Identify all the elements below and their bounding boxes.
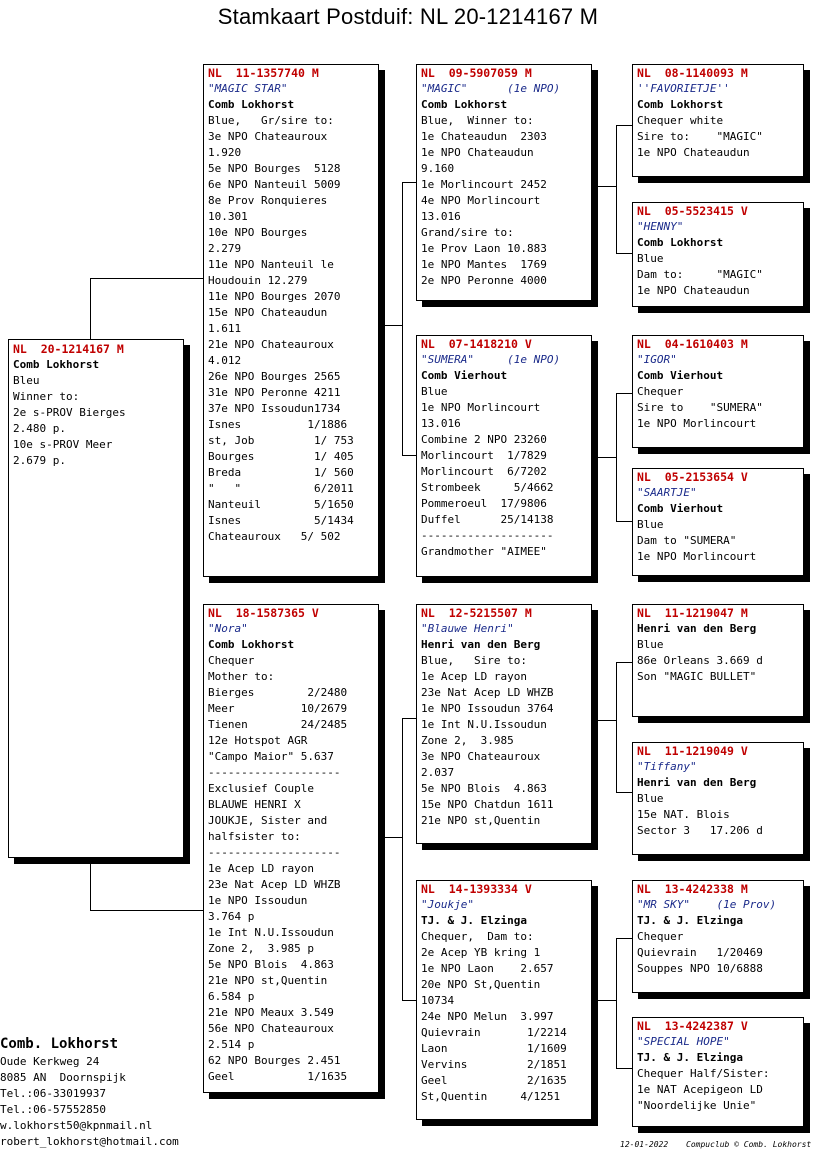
pedigree-card-granddam-paternal <box>416 335 592 577</box>
pigeon-name: "HENNY" <box>637 220 684 233</box>
card-line: 2e NPO Peronne 4000 <box>421 274 547 287</box>
connector-line <box>402 718 403 1000</box>
card-line: 26e NPO Bourges 2565 <box>208 370 341 383</box>
card-line: 15e NPO Chateaudun <box>208 306 328 319</box>
connector-line <box>402 1000 417 1001</box>
card-line: 2.037 <box>421 766 455 779</box>
card-line: Bleu <box>13 374 40 387</box>
connector-line <box>616 253 632 254</box>
card-line: 4.012 <box>208 354 242 367</box>
card-line: 4e NPO Morlincourt <box>421 194 541 207</box>
card-line: 1e NPO Issoudun 3764 <box>421 702 554 715</box>
card-line: BLAUWE HENRI X <box>208 798 301 811</box>
connector-line <box>596 186 616 187</box>
connector-line <box>90 278 204 279</box>
footer-credit: Compuclub © Comb. Lokhorst <box>686 1140 812 1149</box>
card-line: "Campo Maior" 5.637 <box>208 750 334 763</box>
card-line: 21e NPO st,Quentin <box>208 974 328 987</box>
connector-line <box>616 662 617 792</box>
connector-line <box>384 837 402 838</box>
pedigree-card-ggp-1 <box>632 64 804 177</box>
owner-email[interactable]: robert_lokhorst@hotmail.com <box>0 1135 179 1148</box>
pigeon-name: "Joukje" <box>421 898 474 911</box>
card-line: Tienen 24/2485 <box>208 718 348 731</box>
card-line: 15e NAT. Blois <box>637 808 730 821</box>
card-lines <box>633 929 803 977</box>
breeder-name: Comb Lokhorst <box>208 98 295 111</box>
card-line: 1e NPO Morlincourt <box>421 401 541 414</box>
pigeon-name: "MAGIC STAR" <box>208 82 288 95</box>
card-line: Isnes 5/1434 <box>208 514 354 527</box>
card-line: 1e Chateaudun 2303 <box>421 130 547 143</box>
card-line: 24e NPO Melun 3.997 <box>421 1010 554 1023</box>
card-line: 21e NPO st,Quentin <box>421 814 541 827</box>
card-line: 13.016 <box>421 417 461 430</box>
connector-line <box>90 278 91 340</box>
card-line: Grandmother "AIMEE" <box>421 545 547 558</box>
breeder-name: Comb Lokhorst <box>637 236 724 249</box>
card-line: Quievrain 1/2214 <box>421 1026 567 1039</box>
card-line: Pommeroeul 17/9806 <box>421 497 547 510</box>
connector-line <box>616 393 632 394</box>
card-line: 10e s-PROV Meer <box>13 438 113 451</box>
ring-number: NL 11-1357740 M <box>208 66 319 80</box>
card-lines <box>204 113 378 545</box>
card-line: 3.764 p <box>208 910 255 923</box>
card-lines <box>633 251 803 299</box>
card-line: 5e NPO Blois 4.863 <box>208 958 334 971</box>
page-title: Stamkaart Postduif: NL 20-1214167 M <box>217 4 599 29</box>
pigeon-name: "Nora" <box>208 622 248 635</box>
pedigree-card-subject <box>8 339 184 858</box>
owner-contact-block <box>0 1034 179 1150</box>
connector-line <box>616 521 632 522</box>
card-line: 1e Acep LD rayon <box>208 862 314 875</box>
breeder-name: Comb Lokhorst <box>208 638 295 651</box>
card-line: -------------------- <box>208 766 341 779</box>
card-line: Blue, Gr/sire to: <box>208 114 334 127</box>
card-line: 1e NPO Chateaudun <box>637 284 750 297</box>
connector-line <box>616 938 632 939</box>
card-line: 1e NPO Mantes 1769 <box>421 258 547 271</box>
card-line: 13.016 <box>421 210 461 223</box>
card-line: 2.279 <box>208 242 242 255</box>
card-line: 1.920 <box>208 146 242 159</box>
connector-line <box>616 125 632 126</box>
owner-email[interactable]: w.lokhorst50@kpnmail.nl <box>0 1119 153 1132</box>
card-line: 37e NPO Issoudun1734 <box>208 402 341 415</box>
card-line: Blue <box>637 792 664 805</box>
card-line: Blue <box>421 385 448 398</box>
card-line: Grand/sire to: <box>421 226 514 239</box>
ring-number: NL 09-5907059 M <box>421 66 532 80</box>
card-line: JOUKJE, Sister and <box>208 814 328 827</box>
card-line: Blue, Sire to: <box>421 654 527 667</box>
card-lines <box>633 517 803 565</box>
pedigree-card-grandsire-maternal <box>416 604 592 844</box>
card-lines <box>633 791 803 839</box>
card-line: -------------------- <box>208 846 341 859</box>
card-line: Comb Lokhorst <box>13 358 100 371</box>
ring-number: NL 18-1587365 V <box>208 606 319 620</box>
ring-number: NL 05-5523415 V <box>637 204 748 218</box>
card-line: 1e NPO Chateaudun <box>637 146 750 159</box>
connector-line <box>402 182 417 183</box>
card-line: 23e Nat Acep LD WHZB <box>421 686 554 699</box>
pigeon-name: "MAGIC" (1e NPO) <box>421 82 561 95</box>
pedigree-card-grandsire-paternal <box>416 64 592 301</box>
card-line: 1e NPO Morlincourt <box>637 550 757 563</box>
card-line: Geel 1/1635 <box>208 1070 348 1083</box>
ring-number: NL 20-1214167 M <box>13 342 124 356</box>
ring-number: NL 08-1140093 M <box>637 66 748 80</box>
card-line: Dam to: "MAGIC" <box>637 268 763 281</box>
connector-line <box>596 720 616 721</box>
pigeon-name: "SPECIAL HOPE" <box>637 1035 730 1048</box>
connector-line <box>402 182 403 455</box>
card-line: Meer 10/2679 <box>208 702 348 715</box>
card-line: Blue <box>637 252 664 265</box>
connector-line <box>616 125 617 253</box>
card-line: Chequer <box>637 385 684 398</box>
breeder-name: TJ. & J. Elzinga <box>421 914 527 927</box>
pedigree-card-ggp-2 <box>632 202 804 307</box>
pedigree-card-ggp-6 <box>632 742 804 855</box>
card-lines <box>633 637 803 685</box>
card-line: 1.611 <box>208 322 242 335</box>
card-line: Zone 2, 3.985 p <box>208 942 314 955</box>
card-line: Exclusief Couple <box>208 782 314 795</box>
card-line: 10e NPO Bourges <box>208 226 308 239</box>
card-lines <box>417 653 591 829</box>
card-lines <box>633 384 803 432</box>
card-line: Chateauroux 5/ 502 <box>208 530 341 543</box>
card-line: "Noordelijke Unie" <box>637 1099 757 1112</box>
connector-line <box>402 718 417 719</box>
connector-line <box>596 1000 616 1001</box>
card-line: Chequer, Dam to: <box>421 930 534 943</box>
card-line: Isnes 1/1886 <box>208 418 348 431</box>
card-line: -------------------- <box>421 529 554 542</box>
pedigree-card-ggp-4 <box>632 468 804 576</box>
card-line: Laon 1/1609 <box>421 1042 567 1055</box>
card-line: Blue <box>637 638 664 651</box>
pedigree-card-ggp-3 <box>632 335 804 448</box>
breeder-name: Henri van den Berg <box>637 776 757 789</box>
card-line: 2e s-PROV Bierges <box>13 406 126 419</box>
card-lines <box>417 113 591 289</box>
card-line: 2.480 p. <box>13 422 66 435</box>
card-line: 1e Prov Laon 10.883 <box>421 242 547 255</box>
card-line: Chequer Half/Sister: <box>637 1067 770 1080</box>
breeder-name: Comb Lokhorst <box>421 98 508 111</box>
connector-line <box>616 1068 632 1069</box>
connector-line <box>616 662 632 663</box>
breeder-name: TJ. & J. Elzinga <box>637 914 743 927</box>
owner-phone: Tel.:06-57552850 <box>0 1103 106 1116</box>
pedigree-card-ggp-7 <box>632 880 804 993</box>
connector-line <box>616 792 632 793</box>
ring-number: NL 05-2153654 V <box>637 470 748 484</box>
ring-number: NL 12-5215507 M <box>421 606 532 620</box>
card-line: Morlincourt 1/7829 <box>421 449 547 462</box>
breeder-name: Comb Vierhout <box>637 369 724 382</box>
card-line: Sire to: "MAGIC" <box>637 130 763 143</box>
ring-number: NL 13-4242387 V <box>637 1019 748 1033</box>
card-line: 1e NPO Laon 2.657 <box>421 962 554 975</box>
card-line: Chequer <box>208 654 255 667</box>
ring-number: NL 07-1418210 V <box>421 337 532 351</box>
card-line: 31e NPO Peronne 4211 <box>208 386 341 399</box>
card-line: 21e NPO Meaux 3.549 <box>208 1006 334 1019</box>
pedigree-card-dam <box>203 604 379 1093</box>
card-lines <box>204 653 378 1085</box>
connector-line <box>616 938 617 1068</box>
card-line: Blue, Winner to: <box>421 114 534 127</box>
connector-line <box>616 393 617 521</box>
pigeon-name: ''FAVORIETJE'' <box>637 82 730 95</box>
card-line: 3e NPO Chateauroux <box>208 130 328 143</box>
ring-number: NL 04-1610403 M <box>637 337 748 351</box>
card-line: 1e NPO Issoudun <box>208 894 308 907</box>
breeder-name: Comb Lokhorst <box>637 98 724 111</box>
card-line: 2.514 p <box>208 1038 255 1051</box>
card-line: 2.679 p. <box>13 454 66 467</box>
card-line: 12e Hotspot AGR <box>208 734 308 747</box>
card-line: 1e NAT Acepigeon LD <box>637 1083 763 1096</box>
card-line: 5e NPO Blois 4.863 <box>421 782 547 795</box>
card-line: Bourges 1/ 405 <box>208 450 354 463</box>
card-line: Chequer <box>637 930 684 943</box>
card-line: 1e Int N.U.Issoudun <box>208 926 334 939</box>
card-line: 1e NPO Chateaudun <box>421 146 534 159</box>
connector-line <box>90 910 204 911</box>
card-line: Bierges 2/2480 <box>208 686 348 699</box>
card-line: Zone 2, 3.985 <box>421 734 514 747</box>
ring-number: NL 11-1219047 M <box>637 606 748 620</box>
card-lines <box>633 113 803 161</box>
card-line: st, Job 1/ 753 <box>208 434 354 447</box>
pigeon-name: "SUMERA" (1e NPO) <box>421 353 561 366</box>
owner-address: Oude Kerkweg 24 <box>0 1055 100 1068</box>
card-line: 10.301 <box>208 210 248 223</box>
card-lines <box>417 929 591 1105</box>
card-line: Dam to "SUMERA" <box>637 534 737 547</box>
connector-line <box>384 325 402 326</box>
card-line: 1e Int N.U.Issoudun <box>421 718 547 731</box>
owner-postcode: 8085 AN Doornspijk <box>0 1071 126 1084</box>
card-line: 1e Morlincourt 2452 <box>421 178 547 191</box>
card-line: 2e Acep YB kring 1 <box>421 946 541 959</box>
card-line: Duffel 25/14138 <box>421 513 554 526</box>
card-line: Houdouin 12.279 <box>208 274 308 287</box>
pigeon-name: "MR SKY" (1e Prov) <box>637 898 777 911</box>
connector-line <box>596 457 616 458</box>
card-line: 86e Orleans 3.669 d <box>637 654 763 667</box>
card-line: 1e Acep LD rayon <box>421 670 527 683</box>
card-line: 56e NPO Chateauroux <box>208 1022 334 1035</box>
card-line: 5e NPO Bourges 5128 <box>208 162 341 175</box>
card-line: 3e NPO Chateauroux <box>421 750 541 763</box>
card-line: Sire to "SUMERA" <box>637 401 763 414</box>
pigeon-name: "Blauwe Henri" <box>421 622 514 635</box>
connector-line <box>402 455 417 456</box>
pigeon-name: "IGOR" <box>637 353 677 366</box>
breeder-name: Henri van den Berg <box>637 622 757 635</box>
card-line: Breda 1/ 560 <box>208 466 354 479</box>
pedigree-card-sire <box>203 64 379 577</box>
footer-date: 12-01-2022 <box>620 1140 669 1149</box>
card-line: 10734 <box>421 994 455 1007</box>
card-line: Blue <box>637 518 664 531</box>
breeder-name: Comb Vierhout <box>637 502 724 515</box>
card-line: Son "MAGIC BULLET" <box>637 670 757 683</box>
card-line: 15e NPO Chatdun 1611 <box>421 798 554 811</box>
card-line: Combine 2 NPO 23260 <box>421 433 547 446</box>
card-line: Sector 3 17.206 d <box>637 824 763 837</box>
ring-number: NL 14-1393334 V <box>421 882 532 896</box>
card-line: 11e NPO Nanteuil le <box>208 258 334 271</box>
card-line: Quievrain 1/20469 <box>637 946 763 959</box>
card-line: St,Quentin 4/1251 <box>421 1090 561 1103</box>
card-line: " " 6/2011 <box>208 482 354 495</box>
card-line: Chequer white <box>637 114 724 127</box>
card-line: 6e NPO Nanteuil 5009 <box>208 178 341 191</box>
card-line: 21e NPO Chateauroux <box>208 338 334 351</box>
card-line: 11e NPO Bourges 2070 <box>208 290 341 303</box>
owner-name: Comb. Lokhorst <box>0 1036 119 1052</box>
pigeon-name: "SAARTJE" <box>637 486 697 499</box>
ring-number: NL 11-1219049 V <box>637 744 748 758</box>
pedigree-card-ggp-5 <box>632 604 804 717</box>
card-line: Souppes NPO 10/6888 <box>637 962 763 975</box>
breeder-name: Comb Vierhout <box>421 369 508 382</box>
card-line: Geel 2/1635 <box>421 1074 567 1087</box>
connector-line <box>90 858 91 910</box>
owner-phone: Tel.:06-33019937 <box>0 1087 106 1100</box>
card-line: 6.584 p <box>208 990 255 1003</box>
card-lines <box>633 1066 803 1114</box>
card-line: 20e NPO St,Quentin <box>421 978 541 991</box>
breeder-name: Henri van den Berg <box>421 638 541 651</box>
card-line: 1e NPO Morlincourt <box>637 417 757 430</box>
card-line: Strombeek 5/4662 <box>421 481 554 494</box>
pedigree-card-granddam-maternal <box>416 880 592 1120</box>
card-line: halfsister to: <box>208 830 301 843</box>
pedigree-card-ggp-8 <box>632 1017 804 1127</box>
card-line: 9.160 <box>421 162 455 175</box>
card-line: Mother to: <box>208 670 275 683</box>
card-line: Nanteuil 5/1650 <box>208 498 354 511</box>
ring-number: NL 13-4242338 M <box>637 882 748 896</box>
pigeon-name: "Tiffany" <box>637 760 697 773</box>
card-line: Winner to: <box>13 390 80 403</box>
card-lines <box>417 384 591 560</box>
card-line: Vervins 2/1851 <box>421 1058 567 1071</box>
card-line: 8e Prov Ronquieres <box>208 194 328 207</box>
card-line: 62 NPO Bourges 2.451 <box>208 1054 341 1067</box>
breeder-name: TJ. & J. Elzinga <box>637 1051 743 1064</box>
card-line: Morlincourt 6/7202 <box>421 465 547 478</box>
card-line: 23e Nat Acep LD WHZB <box>208 878 341 891</box>
